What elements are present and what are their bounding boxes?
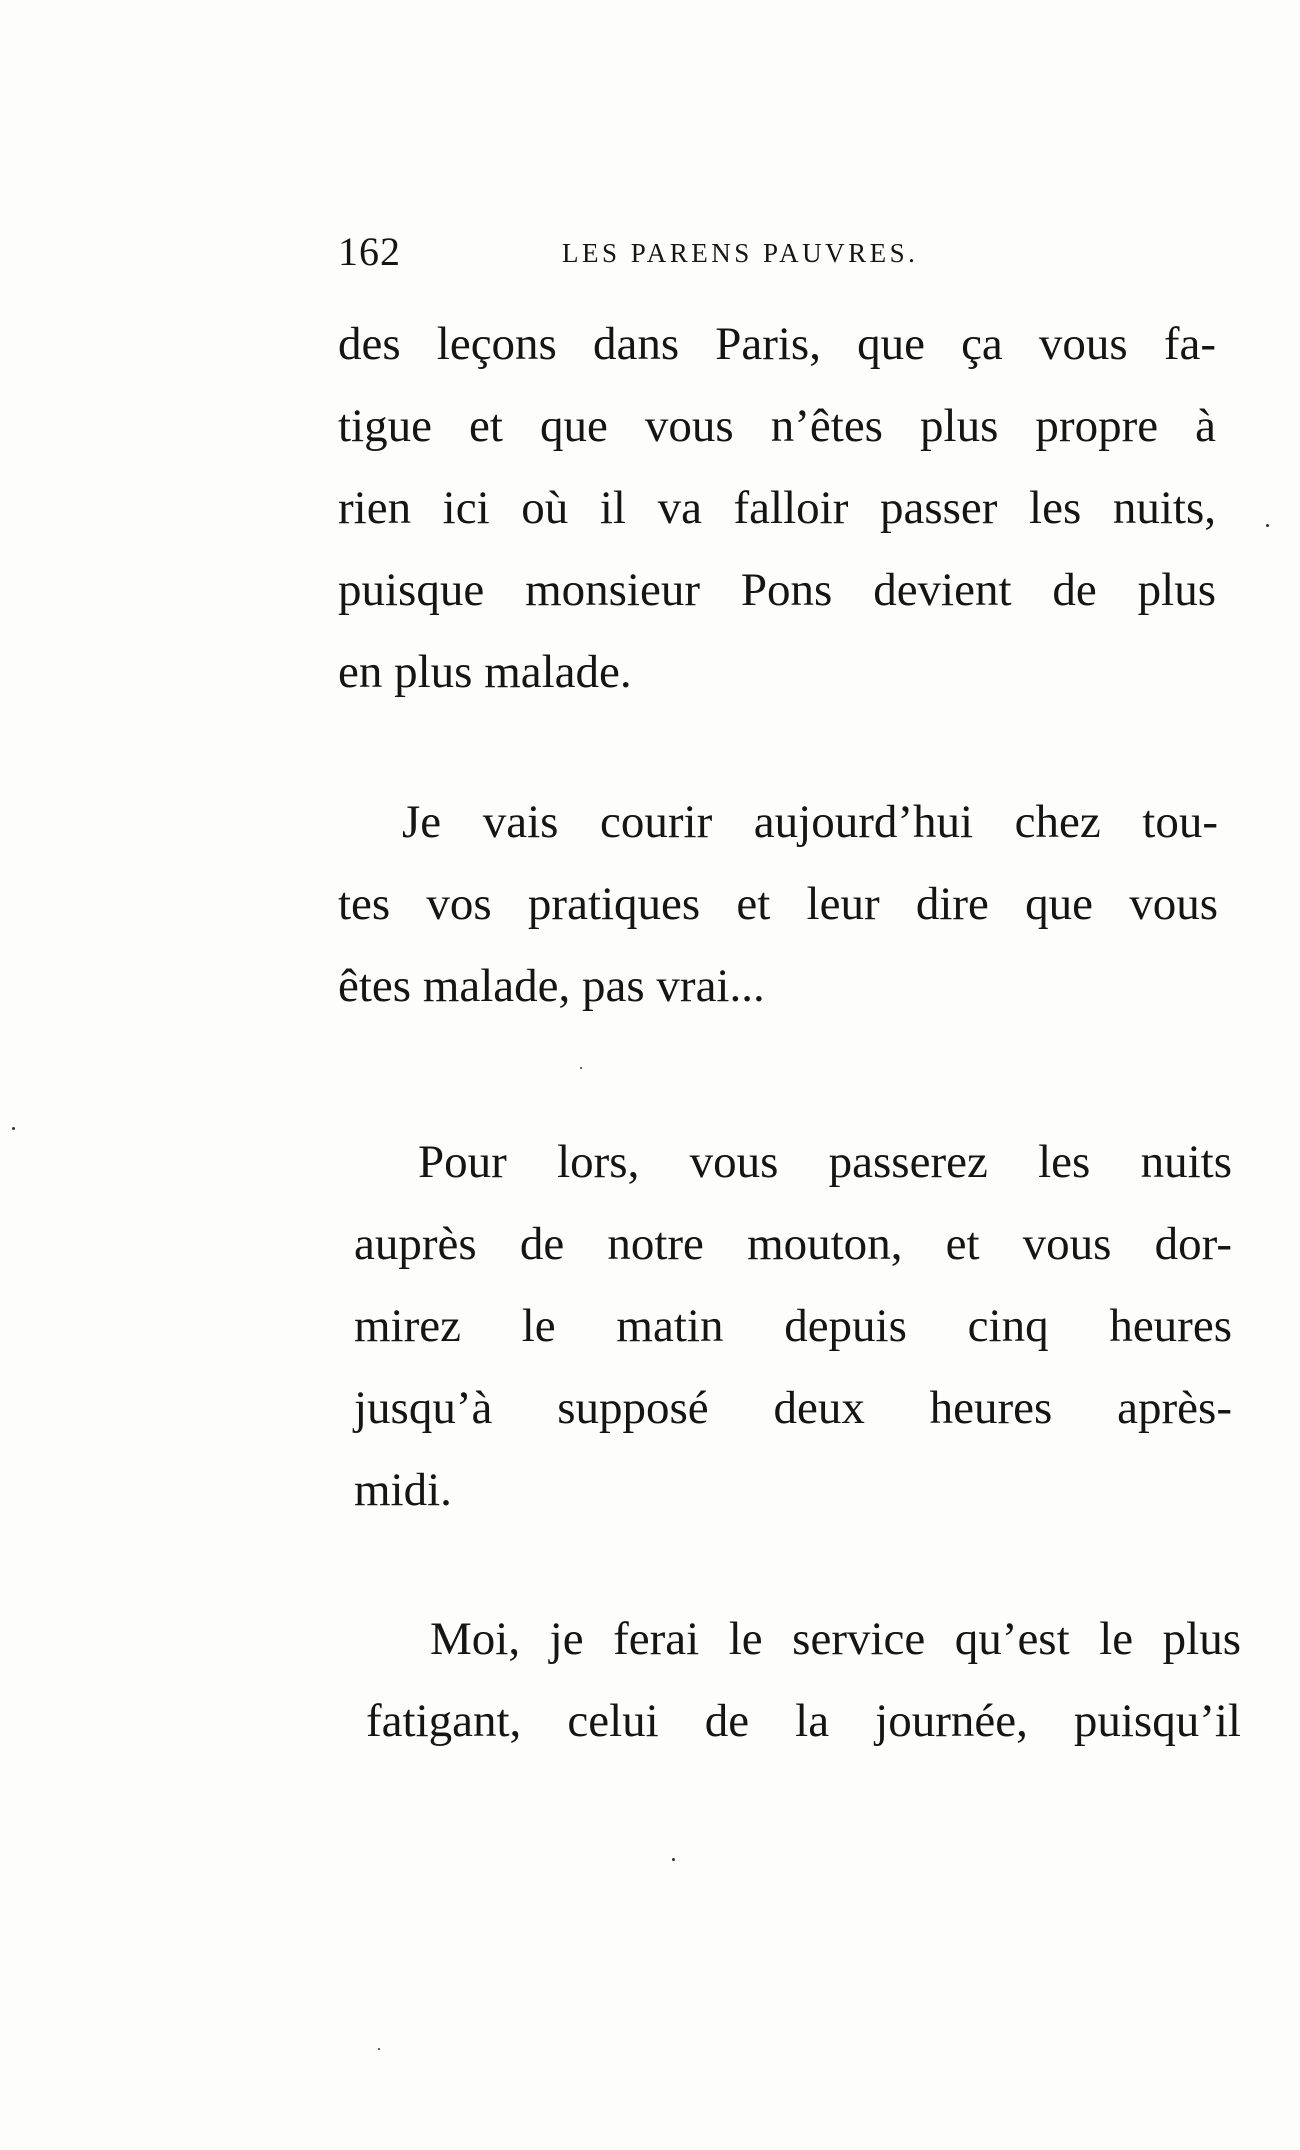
- paper-speck: [672, 1858, 675, 1861]
- text-line: Moi, je ferai le service qu’est le plus: [430, 1613, 1241, 1665]
- text-line: tes vos pratiques et leur dire que vous: [338, 878, 1218, 930]
- text-line: auprès de notre mouton, et vous dor-: [354, 1218, 1232, 1270]
- text-line: tigue et que vous n’êtes plus propre à: [338, 400, 1216, 452]
- paper-speck: [580, 1067, 582, 1069]
- text-line: des leçons dans Paris, que ça vous fa-: [338, 318, 1216, 370]
- paper-speck: [1266, 524, 1269, 527]
- text-line: rien ici où il va falloir passer les nuits,: [338, 482, 1216, 534]
- text-line: midi.: [354, 1464, 452, 1516]
- text-line: êtes malade, pas vrai...: [338, 960, 765, 1012]
- text-line: puisque monsieur Pons devient de plus: [338, 564, 1216, 616]
- text-line: fatigant, celui de la journée, puisqu’il: [366, 1695, 1241, 1747]
- text-line: mirez le matin depuis cinq heures: [354, 1300, 1232, 1352]
- paper-speck: [378, 2048, 380, 2050]
- text-line: Pour lors, vous passerez les nuits: [418, 1136, 1232, 1188]
- text-line: jusqu’à supposé deux heures après-: [354, 1382, 1232, 1434]
- page-number: 162: [338, 229, 401, 274]
- paper-speck: [12, 1127, 15, 1130]
- running-head: [338, 229, 998, 274]
- text-line: Je vais courir aujourd’hui chez tou-: [402, 796, 1218, 848]
- paragraph-3: [354, 1121, 1232, 1531]
- paragraph-2: [338, 781, 1218, 1027]
- running-title: LES PARENS PAUVRES.: [562, 238, 919, 268]
- paragraph-1: [338, 303, 1216, 713]
- paragraph-4: [366, 1598, 1241, 1762]
- text-line: en plus malade.: [338, 646, 632, 698]
